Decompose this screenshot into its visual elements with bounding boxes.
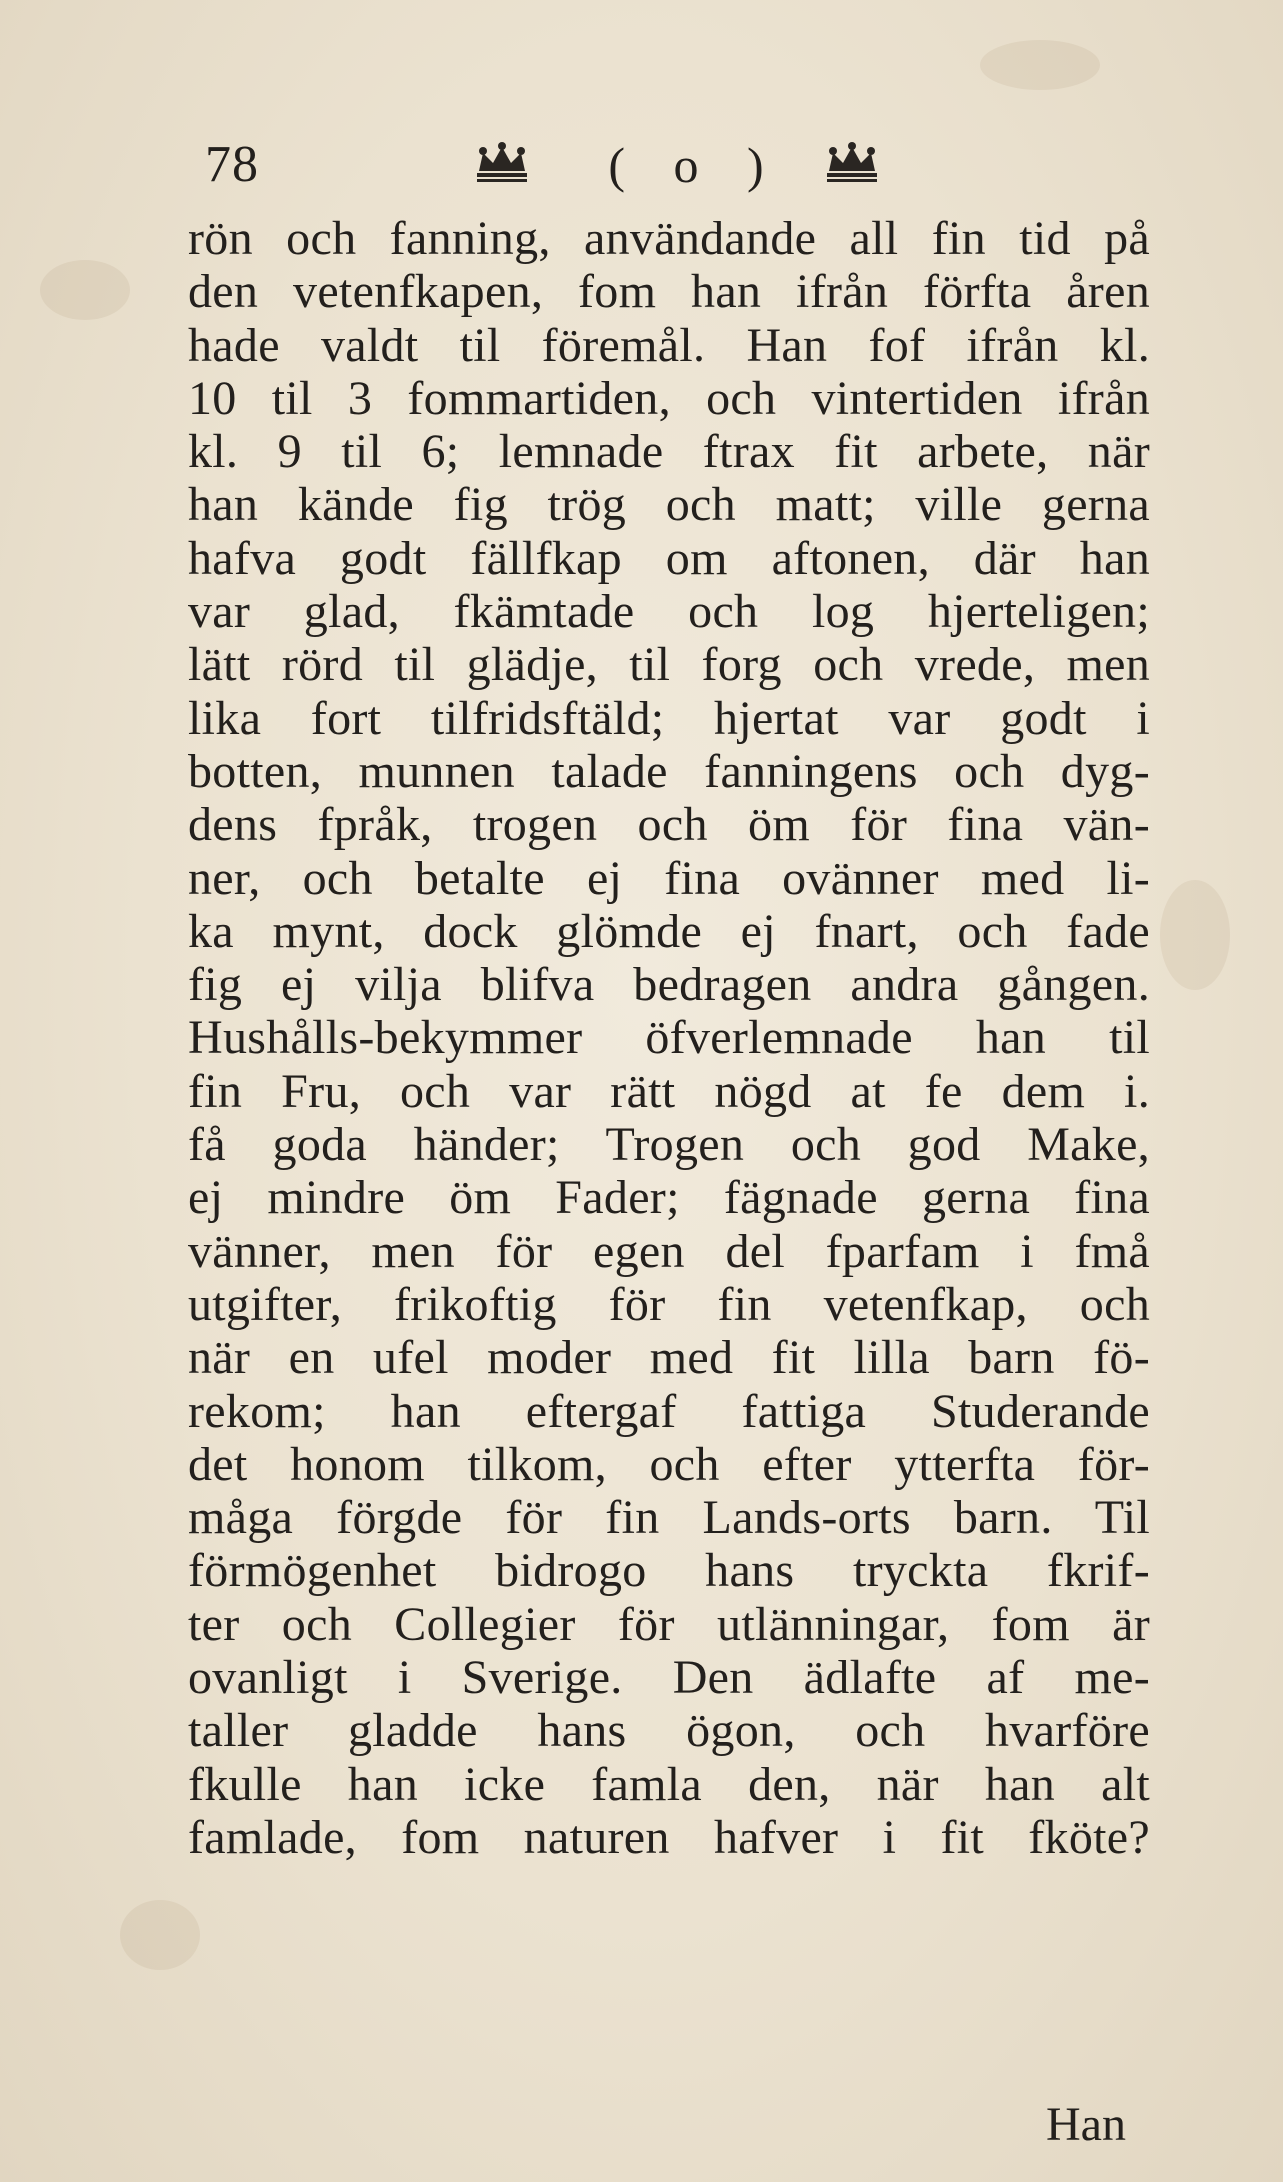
text-line: utgifter, frikoftig för fin vetenfkap, och (188, 1277, 1150, 1331)
text-line: han kände fig trög och matt; ville gerna (188, 478, 1150, 532)
text-line: fkulle han icke famla den, när han alt (188, 1757, 1150, 1811)
running-header (195, 135, 1095, 195)
header-parentheses-mark: ( o ) (608, 137, 782, 193)
text-line: hafva godt fällfkap om aftonen, där han (188, 531, 1150, 585)
text-line: förmögenhet bidrogo hans tryckta fkrif- (188, 1544, 1150, 1598)
text-line: lika fort tilfridsftäld; hjertat var godt i (188, 691, 1150, 745)
text-line: ner, och betalte ej fina ovänner med li- (188, 851, 1150, 905)
text-line: 10 til 3 fommartiden, och vintertiden ifrån (188, 371, 1150, 425)
text-line: det honom tilkom, och efter ytterfta för- (188, 1437, 1150, 1491)
text-line: rekom; han eftergaf fattiga Studerande (188, 1384, 1150, 1438)
text-line: fig ej vilja blifva bedragen andra gången. (188, 958, 1150, 1012)
paper-stain (1160, 880, 1230, 990)
text-line: när en ufel moder med fit lilla barn fö- (188, 1331, 1150, 1385)
text-line: Hushålls-bekymmer öfverlemnade han til (188, 1011, 1150, 1065)
text-line: få goda händer; Trogen och god Make, (188, 1118, 1150, 1172)
text-line: ovanligt i Sverige. Den ädlafte af me- (188, 1651, 1150, 1705)
paper-stain (980, 40, 1100, 90)
text-line: var glad, fkämtade och log hjerteligen; (188, 585, 1150, 639)
text-line: ter och Collegier för utlänningar, fom är (188, 1597, 1150, 1651)
text-line: kl. 9 til 6; lemnade ftrax fit arbete, när (188, 425, 1150, 479)
crown-ornament-icon (823, 141, 881, 185)
text-line: famlade, fom naturen hafver i fit fköte? (188, 1810, 1150, 1864)
text-line: ej mindre öm Fader; fägnade gerna fina (188, 1171, 1150, 1225)
catchword: Han (1046, 2098, 1126, 2151)
text-line: botten, munnen talade fanningens och dyg- (188, 744, 1150, 798)
paper-stain (120, 1900, 200, 1970)
paper-stain (40, 260, 130, 320)
page-number: 78 (205, 136, 259, 193)
text-line: vänner, men för egen del fparfam i fmå (188, 1224, 1150, 1278)
text-line: dens fpråk, trogen och öm för fina vän- (188, 798, 1150, 852)
text-line: måga förgde för fin Lands-orts barn. Til (188, 1491, 1150, 1545)
text-line: taller gladde hans ögon, och hvarföre (188, 1704, 1150, 1758)
text-line: ka mynt, dock glömde ej fnart, och fade (188, 904, 1150, 958)
text-line: lätt rörd til glädje, til forg och vrede, men (188, 638, 1150, 692)
crown-ornament-icon (473, 141, 531, 185)
text-line: rön och fanning, användande all fin tid på (188, 212, 1150, 265)
text-line: hade valdt til föremål. Han fof ifrån kl. (188, 318, 1150, 372)
text-line: fin Fru, och var rätt nögd at fe dem i. (188, 1064, 1150, 1118)
text-line: den vetenfkapen, fom han ifrån förfta åren (188, 265, 1150, 319)
body-text (188, 212, 1150, 1864)
